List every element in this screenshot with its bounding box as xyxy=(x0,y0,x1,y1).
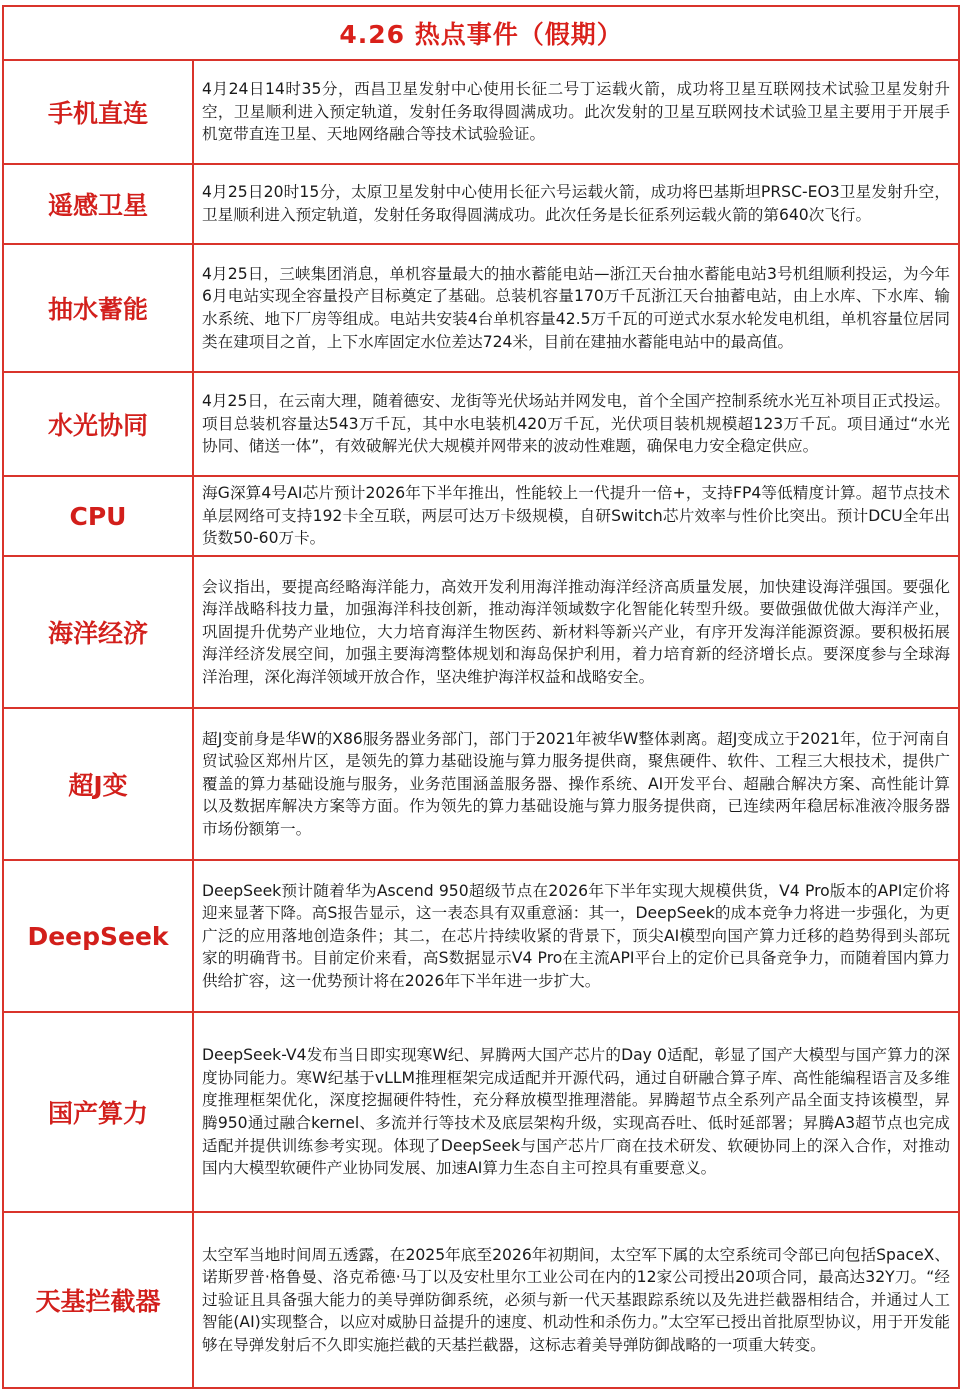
title-row xyxy=(3,6,959,60)
category-label: 水光协同 xyxy=(3,372,193,476)
table-row xyxy=(3,244,959,372)
table-row xyxy=(3,476,959,556)
event-description: DeepSeek-V4发布当日即实现寒W纪、昇腾两大国产芯片的Day 0适配，彰显了国产大模型与国产算力的深度协同能力。寒W纪基于vLLM推理框架完成适配并开源代码，通过自研融合算子库、高性能编程语言及多维度推理框架优化，深度挖掘硬件特性，充分释放模型推理潜能。昇腾超节点全系列产品全面支持该模型，昇腾950通过融合kernel、多流并行等技术及底层架构升级，实现高吞吐、低时延部署；昇腾A3超节点也完成适配并提供训练参考实现。体现了DeepSeek与国产芯片厂商在技术研发、软硬协同上的深入合作，对推动国内大模型软硬件产业协同发展、加速AI算力生态自主可控具有重要意义。 xyxy=(193,1012,959,1212)
hot-events-table xyxy=(2,5,960,1389)
event-description: 4月24日14时35分，西昌卫星发射中心使用长征二号丁运载火箭，成功将卫星互联网技术试验卫星发射升空，卫星顺利进入预定轨道，发射任务取得圆满成功。此次发射的卫星互联网技术试验卫星主要用于开展手机宽带直连卫星、天地网络融合等技术试验验证。 xyxy=(193,60,959,164)
category-label: 天基拦截器 xyxy=(3,1212,193,1388)
table-row xyxy=(3,708,959,860)
event-description: 4月25日，三峡集团消息，单机容量最大的抽水蓄能电站—浙江天台抽水蓄能电站3号机组顺利投运，为今年6月电站实现全容量投产目标奠定了基础。总装机容量170万千瓦浙江天台抽蓄电站，由上水库、下水库、输水系统、地下厂房等组成。电站共安装4台单机容量42.5万千瓦的可逆式水泵水轮发电机组，单机容量位居同类在建项目之首，上下水库固定水位差达724米，目前在建抽水蓄能电站中的最高值。 xyxy=(193,244,959,372)
category-label: 手机直连 xyxy=(3,60,193,164)
table-row xyxy=(3,60,959,164)
table-row xyxy=(3,372,959,476)
event-description: 会议指出，要提高经略海洋能力，高效开发利用海洋推动海洋经济高质量发展，加快建设海洋强国。要强化海洋战略科技力量，加强海洋科技创新，推动海洋领域数字化智能化转型升级。要做强做优做大海洋产业，巩固提升优势产业地位，大力培育海洋生物医药、新材料等新兴产业，有序开发海洋能源资源。要积极拓展海洋经济发展空间，加强主要海湾整体规划和海岛保护利用，着力培育新的经济增长点。要深度参与全球海洋治理，深化海洋领域开放合作，坚决维护海洋权益和战略安全。 xyxy=(193,556,959,708)
table-row xyxy=(3,860,959,1012)
table-row xyxy=(3,1212,959,1388)
table-row xyxy=(3,556,959,708)
category-label: 国产算力 xyxy=(3,1012,193,1212)
event-description: 太空军当地时间周五透露，在2025年底至2026年初期间，太空军下属的太空系统司令部已向包括SpaceX、诺斯罗普·格鲁曼、洛克希德·马丁以及安杜里尔工业公司在内的12家公司授出20项合同，最高达32Y刀。“经过验证且具备强大能力的美导弹防御系统，必须与新一代天基跟踪系统以及先进拦截器相结合，并通过人工智能(AI)实现整合，以应对威胁日益提升的速度、机动性和杀伤力。”太空军已授出首批原型协议，用于开发能够在导弹发射后不久即实施拦截的天基拦截器，这标志着美导弹防御战略的一项重大转变。 xyxy=(193,1212,959,1388)
table-row xyxy=(3,164,959,244)
event-description: 4月25日，在云南大理，随着德安、龙街等光伏场站并网发电，首个全国产控制系统水光互补项目正式投运。项目总装机容量达543万千瓦，其中水电装机420万千瓦，光伏项目装机规模超123万千瓦。项目通过“水光协同、储送一体”，有效破解光伏大规模并网带来的波动性难题，确保电力安全稳定供应。 xyxy=(193,372,959,476)
category-label: CPU xyxy=(3,476,193,556)
event-description: DeepSeek预计随着华为Ascend 950超级节点在2026年下半年实现大规模供货，V4 Pro版本的API定价将迎来显著下降。高S报告显示，这一表态具有双重意涵：其一，DeepSeek的成本竞争力将进一步强化，为更广泛的应用落地创造条件；其二，在芯片持续收紧的背景下，顶尖AI模型向国产算力迁移的趋势得到头部玩家的明确背书。目前定价来看，高S数据显示V4 Pro在主流API平台上的定价已具备竞争力，而随着国内算力供给扩容，这一优势预计将在2026年下半年进一步扩大。 xyxy=(193,860,959,1012)
category-label: 海洋经济 xyxy=(3,556,193,708)
event-description: 海G深算4号AI芯片预计2026年下半年推出，性能较上一代提升一倍+，支持FP4等低精度计算。超节点技术单层网络可支持192卡全互联，两层可达万卡级规模，自研Switch芯片效率与性价比突出。预计DCU全年出货数50-60万卡。 xyxy=(193,476,959,556)
event-description: 4月25日20时15分，太原卫星发射中心使用长征六号运载火箭，成功将巴基斯坦PRSC-EO3卫星发射升空，卫星顺利进入预定轨道，发射任务取得圆满成功。此次任务是长征系列运载火箭的第640次飞行。 xyxy=(193,164,959,244)
category-label: 抽水蓄能 xyxy=(3,244,193,372)
category-label: 超J变 xyxy=(3,708,193,860)
page-title: 4.26 热点事件（假期） xyxy=(3,6,959,60)
event-description: 超J变前身是华W的X86服务器业务部门，部门于2021年被华W整体剥离。超J变成立于2021年，位于河南自贸试验区郑州片区，是领先的算力基础设施与算力服务提供商，聚焦硬件、软件、工程三大根技术，提供广覆盖的算力基础设施与服务，业务范围涵盖服务器、操作系统、AI开发平台、超融合解决方案、高性能计算以及数据库解决方案等方面。作为领先的算力基础设施与算力服务提供商，已连续两年稳居标准液冷服务器市场份额第一。 xyxy=(193,708,959,860)
table-row xyxy=(3,1012,959,1212)
category-label: DeepSeek xyxy=(3,860,193,1012)
category-label: 遥感卫星 xyxy=(3,164,193,244)
